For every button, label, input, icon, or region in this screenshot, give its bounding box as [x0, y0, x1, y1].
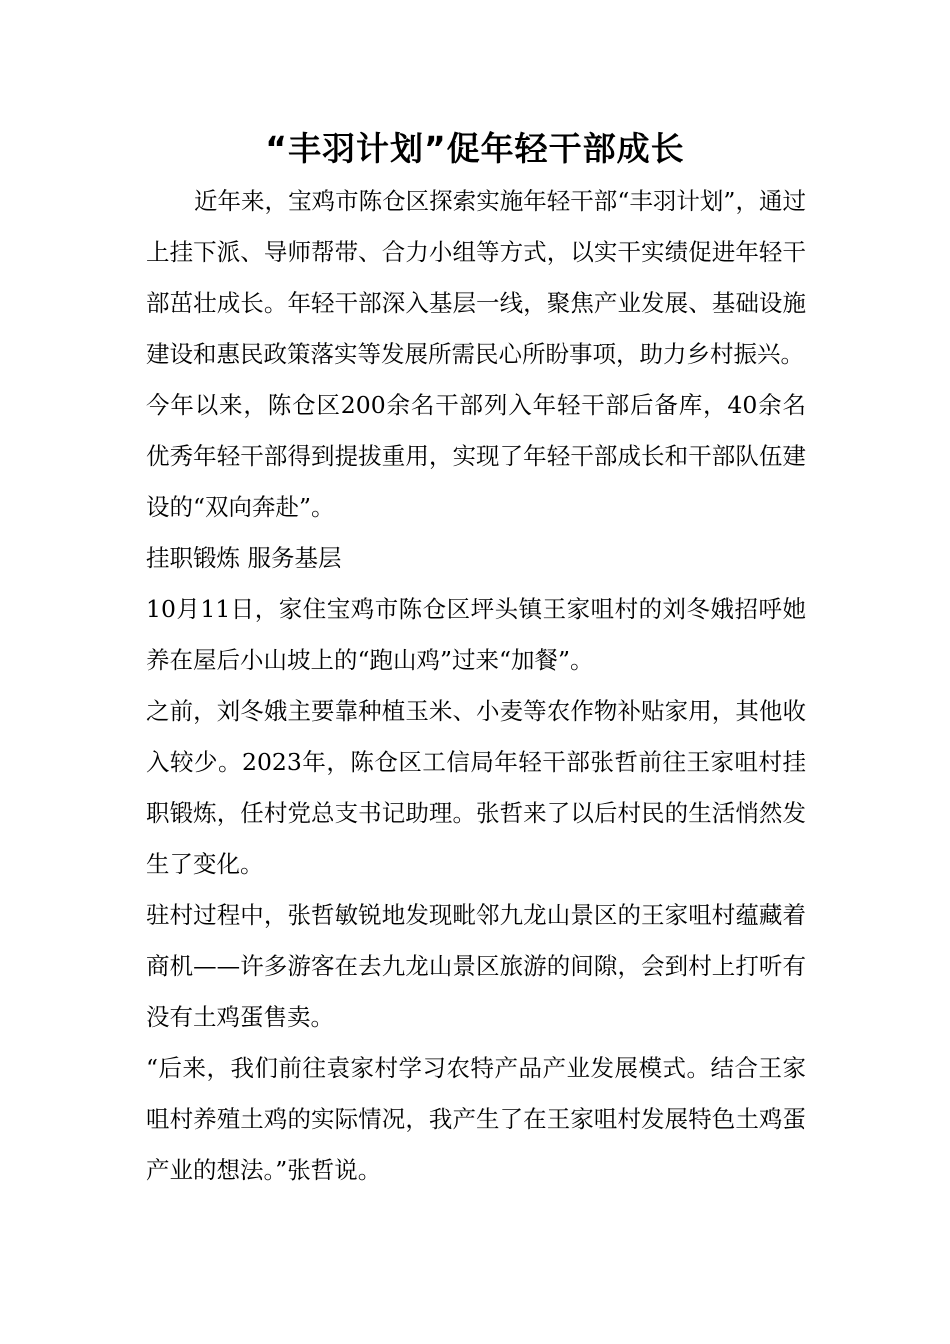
section-heading: 挂职锻炼 服务基层	[146, 544, 342, 572]
paragraph-opportunity: 驻村过程中，张哲敏锐地发现毗邻九龙山景区的王家咀村蕴藏着商机——许多游客在去九龙山景区旅游的间隙，会到村上打听有没有土鸡蛋售卖。	[146, 901, 806, 1031]
paragraph-background: 之前，刘冬娥主要靠种植玉米、小麦等农作物补贴家用，其他收入较少。2023年，陈仓区工信局年轻干部张哲前往王家咀村挂职锻炼，任村党总支书记助理。张哲来了以后村民的生活悄然发生了变化。	[146, 697, 806, 878]
paragraph-quote: “后来，我们前往袁家村学习农特产品产业发展模式。结合王家咀村养殖土鸡的实际情况，我产生了在王家咀村发展特色土鸡蛋产业的想法。”张哲说。	[146, 1054, 806, 1184]
paragraph-intro: 近年来，宝鸡市陈仓区探索实施年轻干部“丰羽计划”，通过上挂下派、导师帮带、合力小组等方式，以实干实绩促进年轻干部茁壮成长。年轻干部深入基层一线，聚焦产业发展、基础设施建设和惠民政策落实等发展所需民心所盼事项，助力乡村振兴。	[146, 187, 806, 368]
document-title: “丰羽计划”促年轻干部成长	[265, 129, 685, 168]
document-body	[146, 176, 806, 1196]
paragraph-scene: 10月11日，家住宝鸡市陈仓区坪头镇王家咀村的刘冬娥招呼她养在屋后小山坡上的“跑山鸡”过来“加餐”。	[146, 595, 806, 674]
paragraph-statistics: 今年以来，陈仓区200余名干部列入年轻干部后备库，40余名优秀年轻干部得到提拔重用，实现了年轻干部成长和干部队伍建设的“双向奔赴”。	[146, 391, 806, 521]
